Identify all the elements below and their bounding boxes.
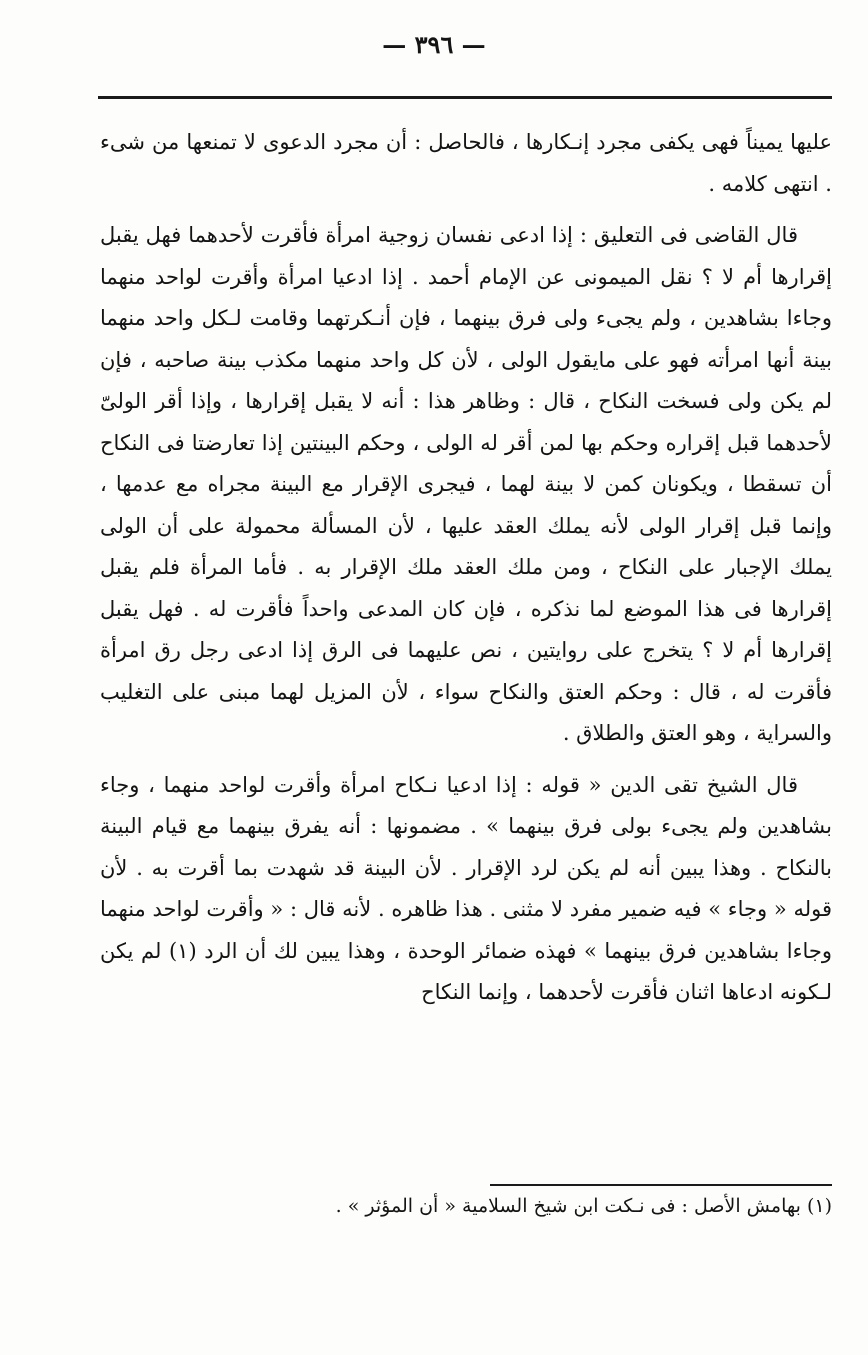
paragraph-taqi-al-din: قال الشيخ تقى الدين « قوله : إذا ادعيا نـكاح امرأة وأقرت لواحد منهما ، وجاء بشاهدين ولم يجىء بولى فرق بينهما » . مضمونها : أنه يفرق بينهما مع قيام البينة بالنكاح . وهذا يبين أنه لم يكن لرد الإقرار . لأن البينة قد شهدت بما أقرت به . لأن قوله « وجاء » فيه ضمير مفرد لا مثنى . هذا ظاهره . لأنه قال : « وأقرت لواحد منهما وجاءا بشاهدين فرق بينهما » فهذه ضمائر الوحدة ، وهذا يبين لك أن الرد (١) لم يكن لـكونه ادعاها اثنان فأقرت لأحدهما ، وإنما النكاح: [100, 772, 832, 1004]
header-divider: [98, 96, 832, 99]
paragraph-continuation: عليها يميناً فهى يكفى مجرد إنـكارها ، فالحاصل : أن مجرد الدعوى لا تمنعها من شىء . انتهى كلامه .: [100, 130, 832, 196]
footnote: (١) بهامش الأصل : فى نـكت ابن شيخ السلامية « أن المؤثر » .: [335, 1195, 832, 1217]
paragraph-qadi-taliq: قال القاضى فى التعليق : إذا ادعى نفسان زوجية امرأة فأقرت لأحدهما فهل يقبل إقرارها أم لا ؟ نقل الميمونى عن الإمام أحمد . إذا ادعيا امرأة وأقرت لواحد منهما وجاءا بشاهدين ، ولم يجىء ولى فرق بينهما ، فإن أنـكرتهما وقامت لـكل واحد منهما بينة أنها امرأته فهو على مايقول الولى ، لأن كل واحد منهما مكذب بينة صاحبه ، فإن لم يكن ولى فسخت النكاح ، قال : وظاهر هذا : أنه لا يقبل إقرارها ، وإذا أقر الولىّ لأحدهما قبل إقراره وحكم بها لمن أقر له الولى ، وحكم البينتين إذا تعارضتا فى النكاح أن تسقطا ، ويكونان كمن لا بينة لهما ، فيجرى الإقرار مع البينة مجراه مع عدمها ، وإنما قبل إقرار الولى لأنه يملك العقد عليها ، لأن المسألة محمولة على أن الولى يملك الإجبار على النكاح ، ومن ملك العقد ملك الإقرار به . فأما المرأة فلم يقبل إقرارها فى هذا الموضع لما نذكره ، فإن كان المدعى واحداً فأقرت له . فهل يقبل إقرارها أم لا ؟ يتخرج على روايتين ، نص عليهما فى الرق إذا ادعى رجل رق امرأة فأقرت له ، قال : وحكم العتق والنكاح سواء ، لأن المزيل لهما مبنى على التغليب والسراية ، وهو العتق والطلاق .: [100, 223, 832, 745]
page-body: [100, 122, 832, 1024]
footnote-divider: [490, 1184, 832, 1186]
page-number: — ٣٩٦ —: [382, 30, 486, 59]
